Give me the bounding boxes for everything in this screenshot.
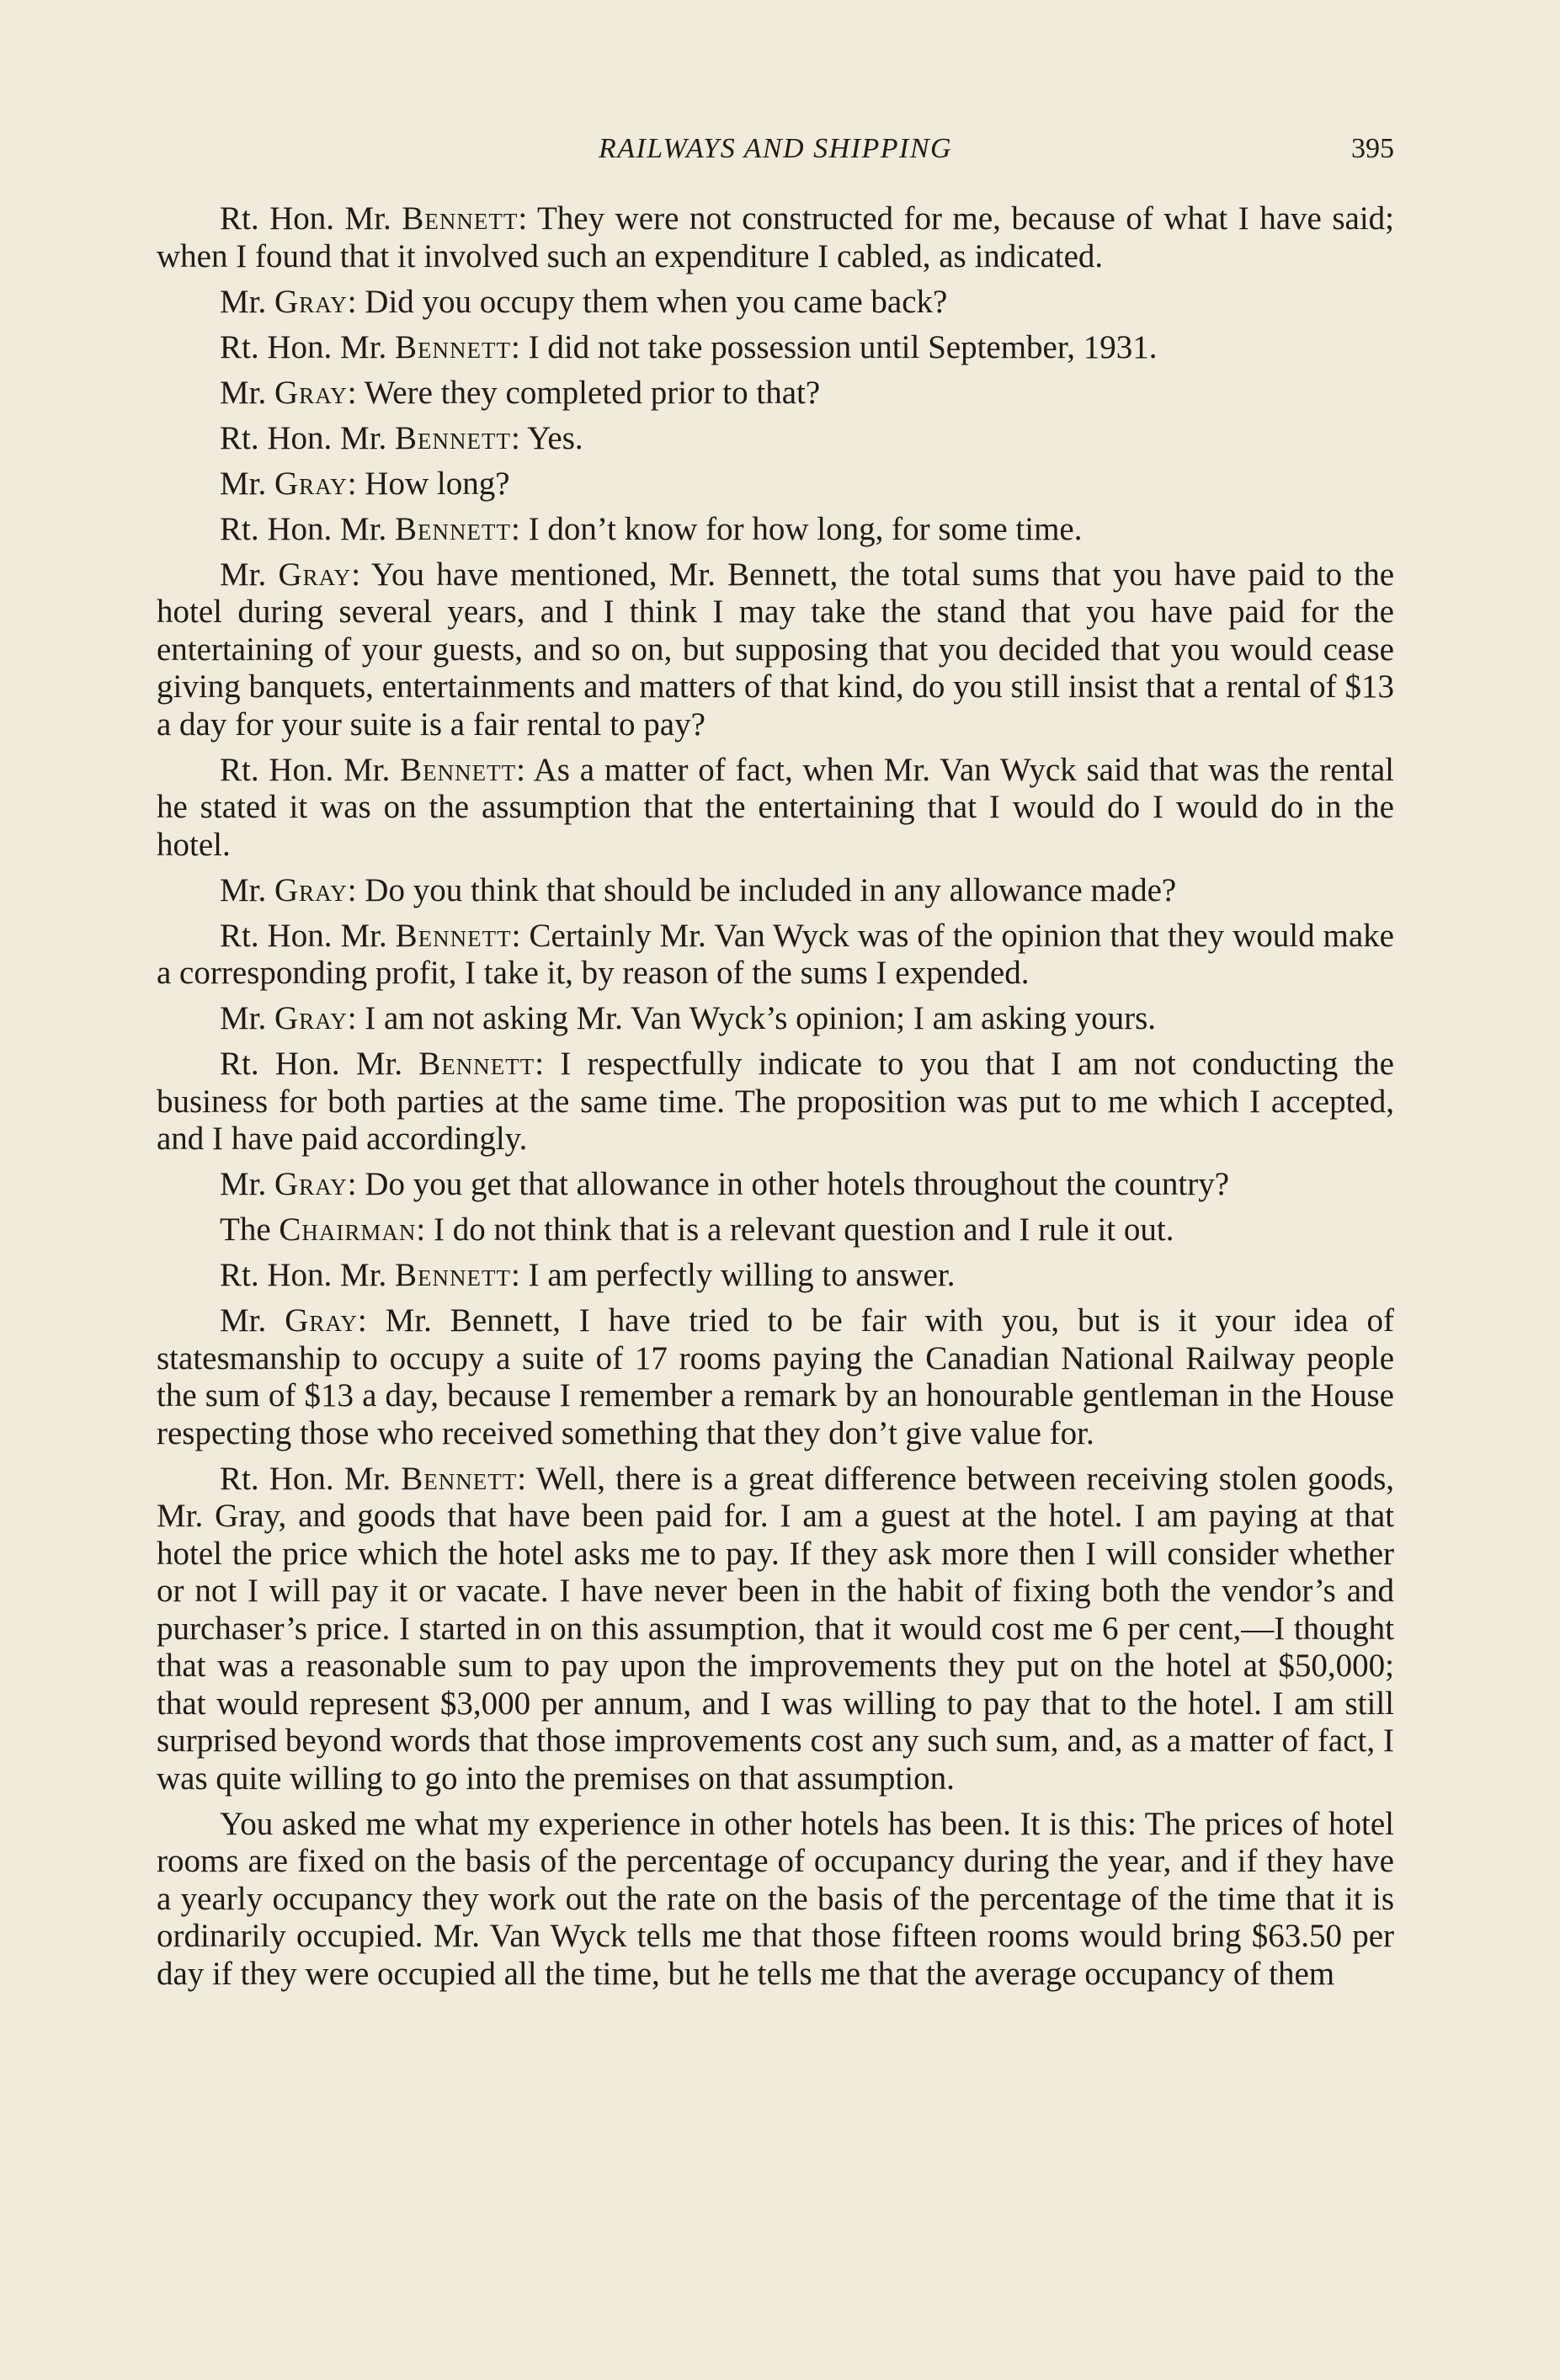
transcript-paragraph xyxy=(157,375,1394,413)
running-title: RAILWAYS AND SHIPPING xyxy=(598,133,953,164)
speech-text: : I did not take possession until September, 1931. xyxy=(511,328,1158,365)
speaker-name: Gray xyxy=(274,871,348,908)
speaker-prefix: Rt. Hon. Mr. xyxy=(220,1257,396,1293)
speaker-name: Bennett xyxy=(418,1046,535,1082)
page-header xyxy=(157,126,1394,177)
speaker-prefix: Mr. xyxy=(220,1000,275,1036)
speech-text: : How long? xyxy=(347,465,510,502)
transcript-paragraph xyxy=(157,556,1394,744)
speaker-prefix: Mr. xyxy=(220,374,275,411)
speaker-prefix: Rt. Hon. Mr. xyxy=(220,328,396,365)
speaker-name: Chairman xyxy=(279,1211,417,1248)
speaker-prefix: Rt. Hon. Mr. xyxy=(220,200,402,237)
transcript-paragraph xyxy=(157,1046,1394,1158)
transcript-paragraph xyxy=(157,918,1394,993)
speech-text: : I do not think that is a relevant question and I rule it out. xyxy=(416,1211,1174,1248)
speech-text: : They were not constructed for me, because of what I have said; when I found that it involved such an expenditure I cabled, as indicated. xyxy=(157,200,1394,274)
speaker-prefix: Rt. Hon. Mr. xyxy=(220,510,396,547)
speaker-prefix: The xyxy=(220,1211,280,1248)
speaker-name: Gray xyxy=(274,283,348,320)
speaker-name: Bennett xyxy=(395,328,512,365)
speaker-prefix: Mr. xyxy=(220,1166,275,1202)
speech-text: : As a matter of fact, when Mr. Van Wyck said that was the rental he stated it was on the assumption that the entertaining that I would do I would do in the hotel. xyxy=(157,751,1394,863)
speaker-name: Bennett xyxy=(401,1460,518,1497)
speech-text: : I don’t know for how long, for some time. xyxy=(511,510,1083,547)
transcript-paragraph xyxy=(157,1257,1394,1295)
speaker-prefix: Mr. xyxy=(220,556,279,593)
speaker-name: Bennett xyxy=(395,1257,512,1293)
speaker-prefix: Rt. Hon. Mr. xyxy=(220,1046,419,1082)
transcript-paragraph xyxy=(157,1806,1394,1994)
speaker-prefix: Mr. xyxy=(220,871,275,908)
transcript-paragraph xyxy=(157,1461,1394,1798)
speech-text: : Well, there is a great difference between receiving stolen goods, Mr. Gray, and goods that have been paid for. I am a guest at the hotel. I am paying at that hotel the price which the hotel asks me to pay. If they ask more then I will consider whether or not I will pay it or vacate. I have never been in the habit of fixing both the vendor’s and purchaser’s price. I started in on this assumption, that it would cost me 6 per cent,—I thought that was a reasonable sum to pay upon the improvements they put on the hotel at $50,000; that would represent $3,000 per annum, and I was willing to pay that to the hotel. I am still surprised beyond words that those improvements cost any such sum, and, as a matter of fact, I was quite willing to go into the premises on that assumption. xyxy=(157,1460,1394,1797)
transcript-paragraph xyxy=(157,284,1394,322)
speaker-prefix: Rt. Hon. Mr. xyxy=(220,751,401,788)
transcript-paragraph xyxy=(157,200,1394,275)
speech-text: : You have mentioned, Mr. Bennett, the total sums that you have paid to the hotel during several years, and I think I may take the stand that you have paid for the entertaining of your guests, and so on, but supposing that you decided that you would cease giving banquets, entertainments and matters of that kind, do you still insist that a rental of $13 a day for your suite is a fair rental to pay? xyxy=(157,556,1395,743)
speaker-name: Gray xyxy=(274,1166,348,1202)
speaker-name: Gray xyxy=(274,374,348,411)
transcript-paragraph xyxy=(157,872,1394,910)
speaker-name: Bennett xyxy=(395,419,512,456)
speaker-prefix: Mr. xyxy=(220,465,275,502)
transcript-paragraph xyxy=(157,420,1394,458)
speech-text: : I am not asking Mr. Van Wyck’s opinion; I am asking yours. xyxy=(347,1000,1157,1036)
speaker-name: Gray xyxy=(274,1000,348,1036)
transcript-paragraph xyxy=(157,752,1394,865)
speech-text: : Certainly Mr. Van Wyck was of the opinion that they would make a corresponding profit, I take it, by reason of the sums I expended. xyxy=(157,917,1394,991)
speech-text: : I respectfully indicate to you that I am not conducting the business for both parties at the same time. The proposition was put to me which I accepted, and I have paid accordingly. xyxy=(157,1046,1394,1157)
page-number: 395 xyxy=(1351,133,1394,164)
speech-text: You asked me what my experience in other hotels has been. It is this: The prices of hotel rooms are fixed on the basis of the percentage of occupancy during the year, and if they have a yearly occupancy they work out the rate on the basis of the percentage of the time that it is ordinarily occupied. Mr. Van Wyck tells me that those fifteen rooms would bring $63.50 per day if they were occupied all the time, but he tells me that the average occupancy of them xyxy=(157,1805,1394,1992)
speaker-name: Bennett xyxy=(400,751,517,788)
transcript-paragraph xyxy=(157,1166,1394,1204)
speech-text: : Do you get that allowance in other hotels throughout the country? xyxy=(347,1166,1230,1202)
speech-text: : Yes. xyxy=(511,419,583,456)
speaker-name: Gray xyxy=(285,1302,358,1339)
speaker-prefix: Rt. Hon. Mr. xyxy=(220,917,396,954)
speaker-prefix: Rt. Hon. Mr. xyxy=(220,419,396,456)
speech-text: : Did you occupy them when you came back? xyxy=(347,283,948,320)
speaker-prefix: Rt. Hon. Mr. xyxy=(220,1460,402,1497)
transcript-paragraph xyxy=(157,511,1394,549)
speech-text: : I am perfectly willing to answer. xyxy=(511,1257,956,1293)
speaker-name: Gray xyxy=(274,465,348,502)
speech-text: : Were they completed prior to that? xyxy=(347,374,821,411)
transcript-paragraph xyxy=(157,329,1394,367)
speaker-prefix: Mr. xyxy=(220,1302,285,1339)
transcript-paragraph xyxy=(157,1000,1394,1038)
speaker-name: Bennett xyxy=(395,917,512,954)
transcript-body xyxy=(157,200,1394,2001)
speaker-name: Bennett xyxy=(395,510,512,547)
transcript-paragraph xyxy=(157,466,1394,503)
speech-text: : Do you think that should be included in any allowance made? xyxy=(347,871,1177,908)
transcript-paragraph xyxy=(157,1211,1394,1249)
speech-text: : Mr. Bennett, I have tried to be fair with you, but is it your idea of statesmanship to occupy a suite of 17 rooms paying the Canadian National Railway people the sum of $13 a day, because I remember a remark by an honourable gentleman in the House respecting those who received something that they don’t give value for. xyxy=(157,1302,1395,1451)
speaker-name: Gray xyxy=(278,556,352,593)
transcript-paragraph xyxy=(157,1302,1394,1452)
speaker-prefix: Mr. xyxy=(220,283,275,320)
speaker-name: Bennett xyxy=(402,200,519,237)
